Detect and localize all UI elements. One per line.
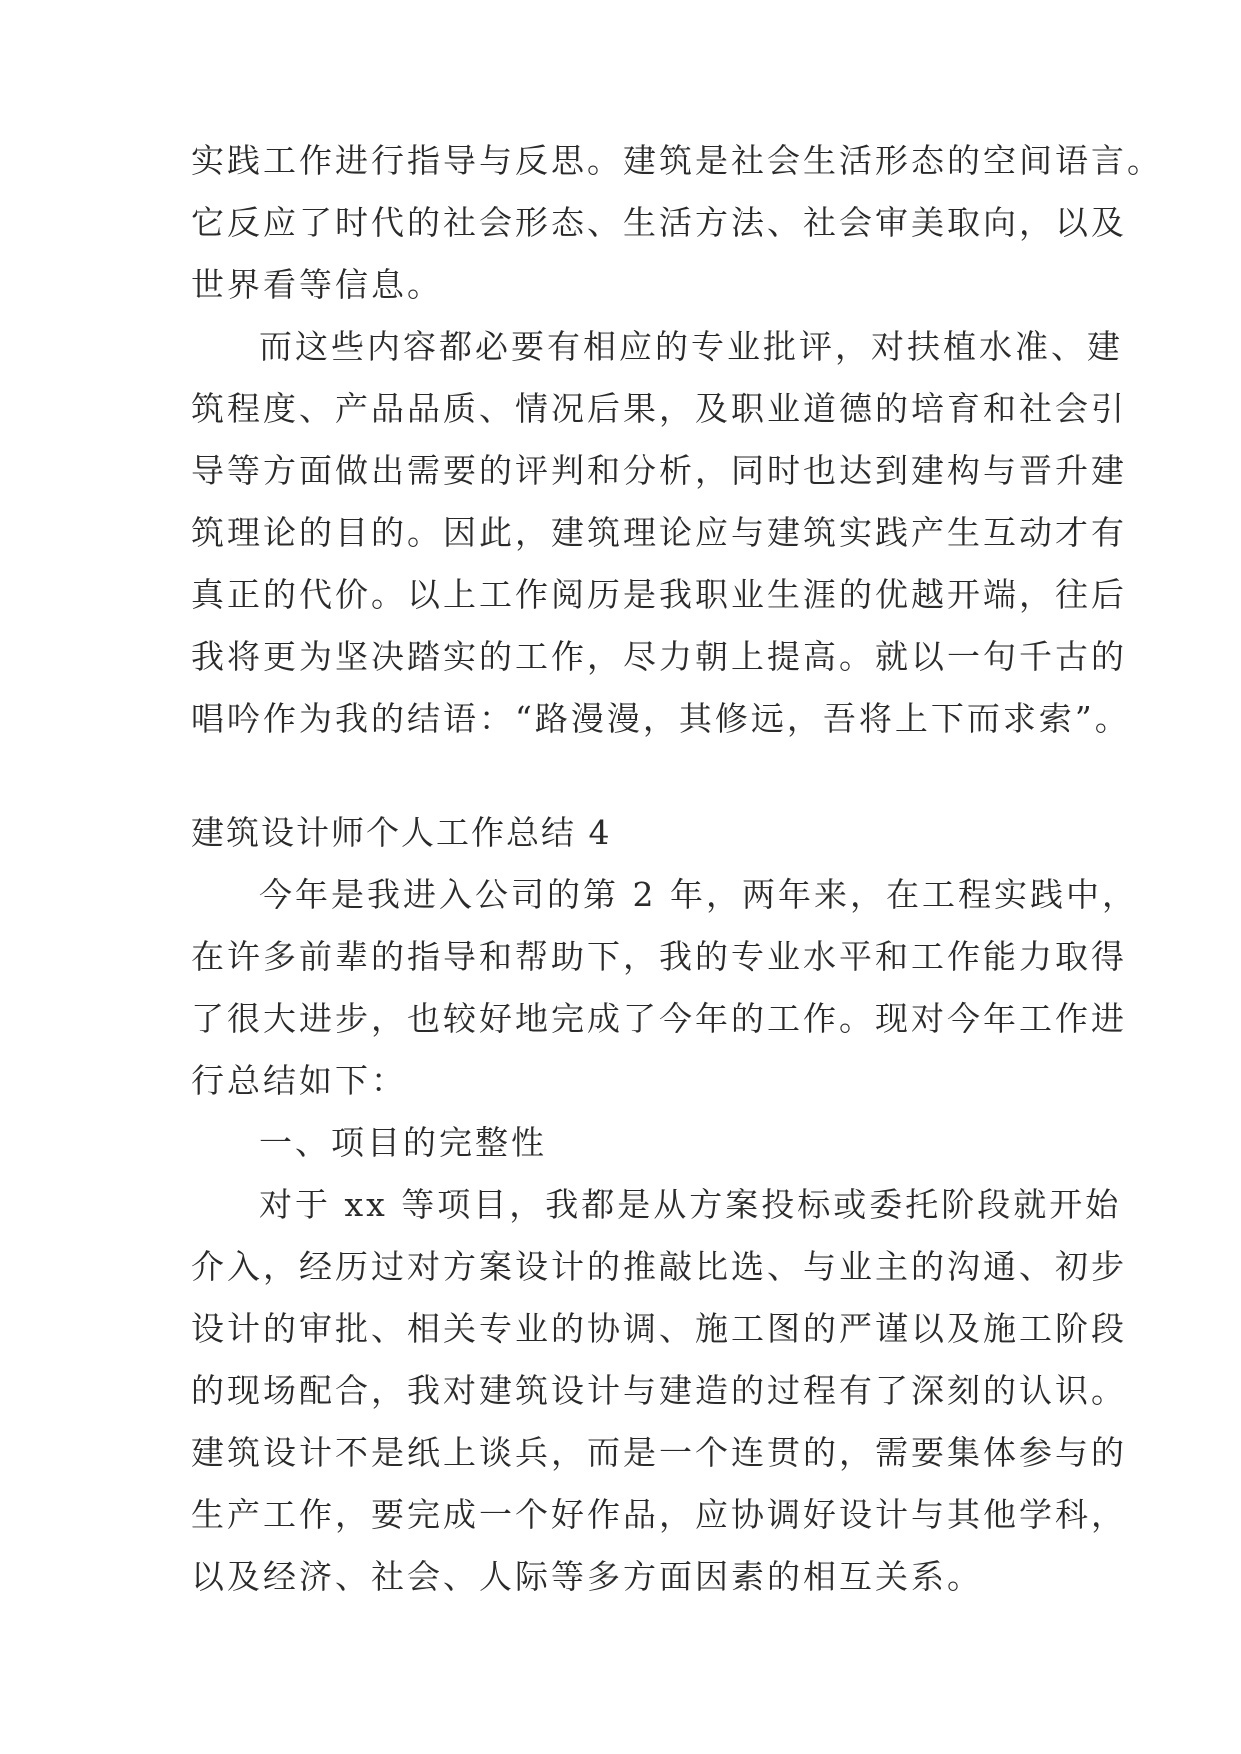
text-line: 介入，经历过对方案设计的推敲比选、与业主的沟通、初步 [191,1247,1127,1286]
subheading-paragraph [191,1112,1091,1174]
paragraph-2 [191,316,1131,750]
text-line: 我将更为坚决踏实的工作，尽力朝上提高。就以一句千古的 [191,637,1127,676]
text-line: 行总结如下： [191,1061,407,1100]
subheading: 一、项目的完整性 [259,1123,547,1162]
text-line: 而这些内容都必要有相应的专业批评，对扶植水准、建 [259,327,1123,366]
document-page [191,130,1163,1608]
text-line: 的现场配合，我对建筑设计与建造的过程有了深刻的认识。 [191,1371,1127,1410]
text-line: 导等方面做出需要的评判和分析，同时也达到建构与晋升建 [191,451,1127,490]
text-line: 世界看等信息。 [191,265,443,304]
text-line: 唱吟作为我的结语：“路漫漫，其修远，吾将上下而求索”。 [191,699,1131,738]
text-line: 生产工作，要完成一个好作品，应协调好设计与其他学科， [191,1495,1127,1534]
text-line: 今年是我进入公司的第 2 年，两年来，在工程实践中， [259,875,1138,914]
section-paragraph-2 [191,1174,1127,1608]
text-line: 设计的审批、相关专业的协调、施工图的严谨以及施工阶段 [191,1309,1127,1348]
text-line: 真正的代价。以上工作阅历是我职业生涯的优越开端，往后 [191,575,1127,614]
text-line: 它反应了时代的社会形态、生活方法、社会审美取向，以及 [191,203,1127,242]
section-paragraph-1 [191,864,1138,1112]
text-line: 对于 xx 等项目，我都是从方案投标或委托阶段就开始 [259,1185,1122,1224]
section-gap [191,750,1091,802]
text-line: 了很大进步，也较好地完成了今年的工作。现对今年工作进 [191,999,1127,1038]
text-line: 建筑设计不是纸上谈兵，而是一个连贯的，需要集体参与的 [191,1433,1127,1472]
text-line: 筑理论的目的。因此，建筑理论应与建筑实践产生互动才有 [191,513,1127,552]
text-line: 以及经济、社会、人际等多方面因素的相互关系。 [191,1557,983,1596]
section-heading: 建筑设计师个人工作总结 4 [191,813,612,852]
text-line: 筑程度、产品品质、情况后果，及职业道德的培育和社会引 [191,389,1127,428]
text-line: 实践工作进行指导与反思。建筑是社会生活形态的空间语言。 [191,141,1163,180]
paragraph-1 [191,130,1163,316]
text-line: 在许多前辈的指导和帮助下，我的专业水平和工作能力取得 [191,937,1127,976]
